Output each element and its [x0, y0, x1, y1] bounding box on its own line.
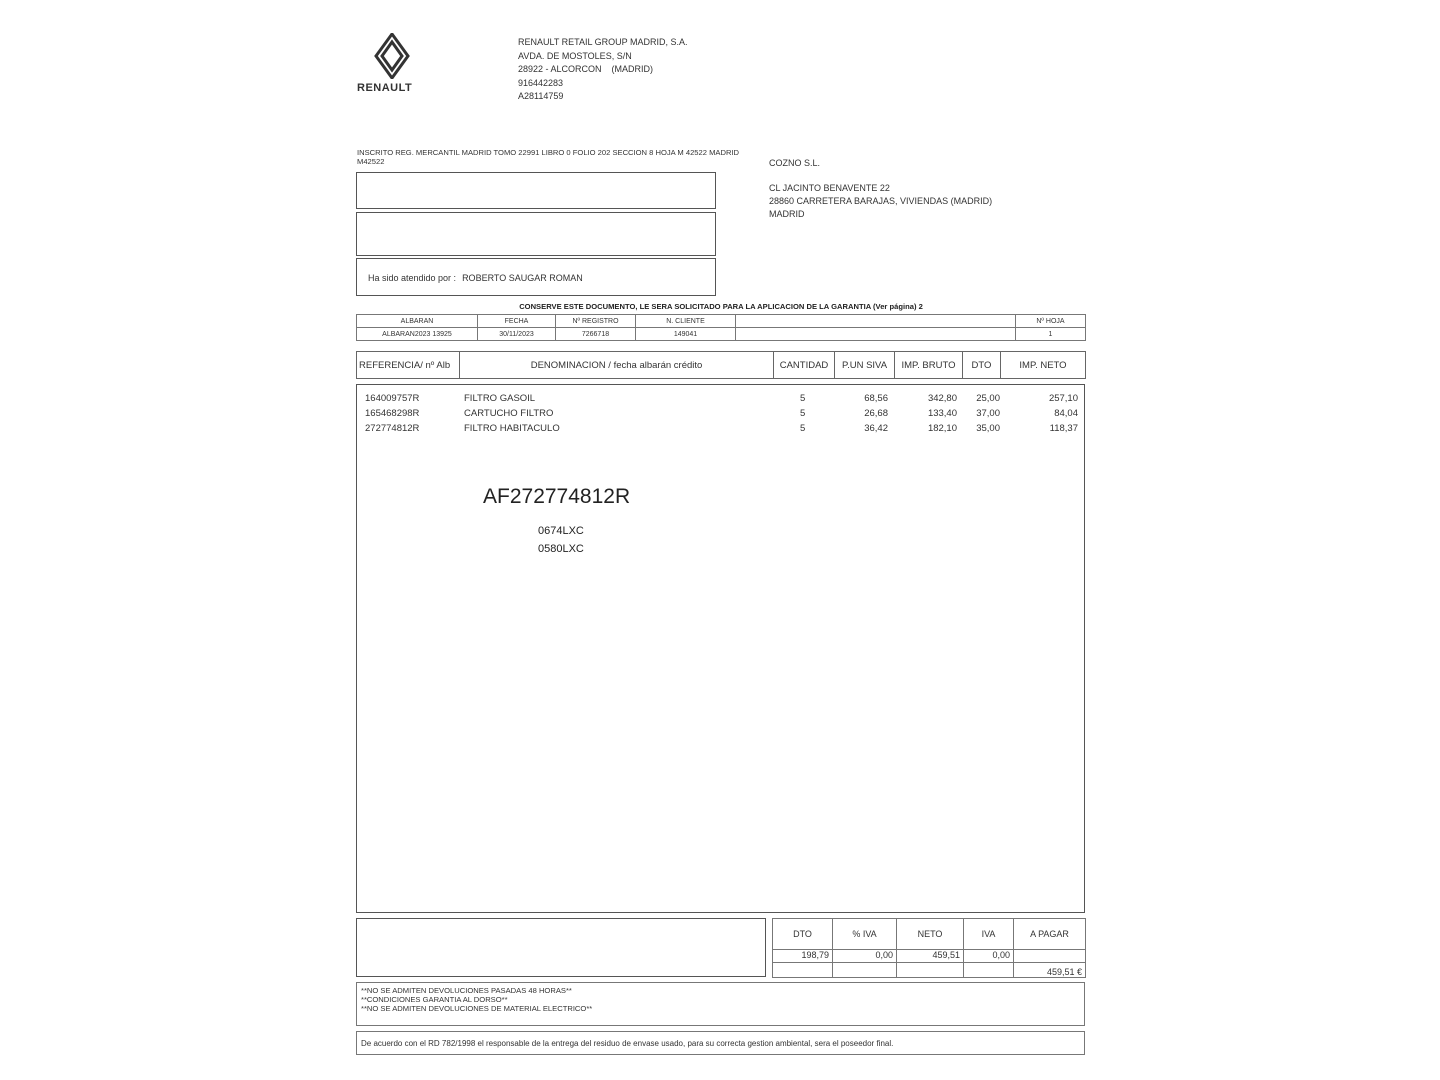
totals-left-box: [356, 918, 766, 977]
totals-header: NETO: [897, 919, 964, 950]
pay-spacer: [773, 963, 833, 978]
client-name: COZNO S.L.: [769, 158, 821, 168]
item-quantity: 5: [800, 393, 806, 404]
info-header: [736, 315, 1016, 328]
notes-box: [356, 982, 1085, 1026]
note-line: **NO SE ADMITEN DEVOLUCIONES PASADAS 48 HORAS**: [361, 986, 572, 995]
item-gross: 133,40: [927, 408, 957, 419]
item-reference: 272774812R: [365, 423, 420, 434]
item-net: 84,04: [1054, 408, 1078, 419]
handwritten-code: AF272774812R: [483, 485, 631, 508]
column-header-quantity: CANTIDAD: [774, 352, 835, 379]
totals-header: DTO: [773, 919, 833, 950]
item-net: 257,10: [1048, 393, 1078, 404]
item-unit-price: 68,56: [864, 393, 888, 404]
info-value-row: [357, 328, 1086, 341]
attended-name: ROBERTO SAUGAR ROMAN: [462, 273, 583, 283]
warranty-notice: CONSERVE ESTE DOCUMENTO, LE SERA SOLICITADO PARA LA APLICACION DE LA GARANTIA (Ver página) 2: [519, 302, 923, 311]
column-header-unit-price: P.UN SIVA: [835, 352, 895, 379]
totals-header: IVA: [964, 919, 1014, 950]
total-discount: 198,79: [773, 950, 833, 963]
legal-box: [356, 1031, 1085, 1055]
info-header: Nº HOJA: [1016, 315, 1086, 328]
item-reference: 165468298R: [365, 408, 420, 419]
item-unit-price: 26,68: [864, 408, 888, 419]
empty-box-1: [356, 172, 716, 209]
info-header: FECHA: [478, 315, 556, 328]
column-header-net: IMP. NETO: [1001, 352, 1086, 379]
item-discount: 35,00: [976, 423, 1000, 434]
item-quantity: 5: [800, 408, 806, 419]
legal-text: De acuerdo con el RD 782/1998 el responsable de la entrega del residuo de envase usado, para su correcta gestion ambiental, sera el poseedor final.: [361, 1039, 894, 1048]
item-discount: 25,00: [976, 393, 1000, 404]
company-line: RENAULT RETAIL GROUP MADRID, S.A.: [518, 37, 688, 47]
column-header-reference: REFERENCIA/ nº Alb: [357, 352, 460, 379]
amount-to-pay: 459,51 €: [1014, 963, 1086, 978]
attended-label: Ha sido atendido por :: [368, 273, 457, 283]
company-info: [518, 36, 688, 104]
pay-spacer: [964, 963, 1014, 978]
total-net: 459,51: [897, 950, 964, 963]
totals-header: % IVA: [833, 919, 897, 950]
company-line: AVDA. DE MOSTOLES, S/N: [518, 50, 632, 61]
totals-pay-row: [773, 963, 1086, 978]
column-header-discount: DTO: [963, 352, 1001, 379]
company-phone: 916442283: [518, 77, 564, 88]
info-header: ALBARAN: [357, 315, 478, 328]
license-plate: 0580LXC: [538, 543, 584, 555]
registry-text: INSCRITO REG. MERCANTIL MADRID TOMO 22991 LIBRO 0 FOLIO 202 SECCION 8 HOJA M 42522 MADRID M42522: [357, 148, 740, 166]
item-reference: 164009757R: [365, 393, 420, 404]
brand-name: RENAULT: [357, 82, 413, 94]
column-header-gross: IMP. BRUTO: [895, 352, 963, 379]
info-header-row: [357, 315, 1086, 328]
total-vat-percent: 0,00: [833, 950, 897, 963]
note-line: **NO SE ADMITEN DEVOLUCIONES DE MATERIAL ELECTRICO**: [361, 1004, 593, 1013]
info-header: N. CLIENTE: [636, 315, 736, 328]
license-plate: 0674LXC: [538, 525, 584, 537]
totals-header-row: [773, 919, 1086, 950]
company-line: 28922 - ALCORCON (MADRID): [518, 64, 654, 74]
page-number-value: 1: [1016, 328, 1086, 341]
client-address-line: 28860 CARRETERA BARAJAS, VIVIENDAS (MADRID): [769, 196, 993, 206]
empty-box-2: [356, 212, 716, 256]
total-vat: 0,00: [964, 950, 1014, 963]
total-blank: [1014, 950, 1086, 963]
items-body: [356, 384, 1085, 913]
company-cif: A28114759: [518, 91, 564, 101]
attended-by: [368, 273, 583, 283]
client-info: [769, 157, 992, 221]
item-description: FILTRO GASOIL: [464, 393, 536, 404]
item-net: 118,37: [1049, 423, 1078, 434]
item-discount: 37,00: [976, 408, 1000, 419]
info-header: Nº REGISTRO: [556, 315, 636, 328]
totals-header: A PAGAR: [1014, 919, 1086, 950]
column-header-description: DENOMINACION / fecha albarán crédito: [460, 352, 774, 379]
client-number-value: 149041: [636, 328, 736, 341]
item-gross: 182,10: [927, 423, 957, 434]
totals-table: [772, 918, 1086, 978]
albaran-value: ALBARAN2023 13925: [357, 328, 478, 341]
item-description: CARTUCHO FILTRO: [464, 408, 554, 419]
client-address-line: MADRID: [769, 209, 805, 219]
date-value: 30/11/2023: [478, 328, 556, 341]
totals-value-row: [773, 950, 1086, 963]
info-blank-value: [736, 328, 1016, 341]
item-unit-price: 36,42: [864, 423, 888, 434]
items-header-table: [356, 351, 1086, 379]
item-description: FILTRO HABITACULO: [464, 423, 560, 434]
renault-diamond-logo-icon: [372, 33, 412, 79]
registry-number-value: 7266718: [556, 328, 636, 341]
pay-spacer: [833, 963, 897, 978]
item-gross: 342,80: [927, 393, 957, 404]
client-address-line: CL JACINTO BENAVENTE 22: [769, 183, 890, 193]
document-info-table: [356, 314, 1086, 341]
item-quantity: 5: [800, 423, 806, 434]
note-line: **CONDICIONES GARANTIA AL DORSO**: [361, 995, 508, 1004]
pay-spacer: [897, 963, 964, 978]
items-header-row: [357, 352, 1086, 379]
